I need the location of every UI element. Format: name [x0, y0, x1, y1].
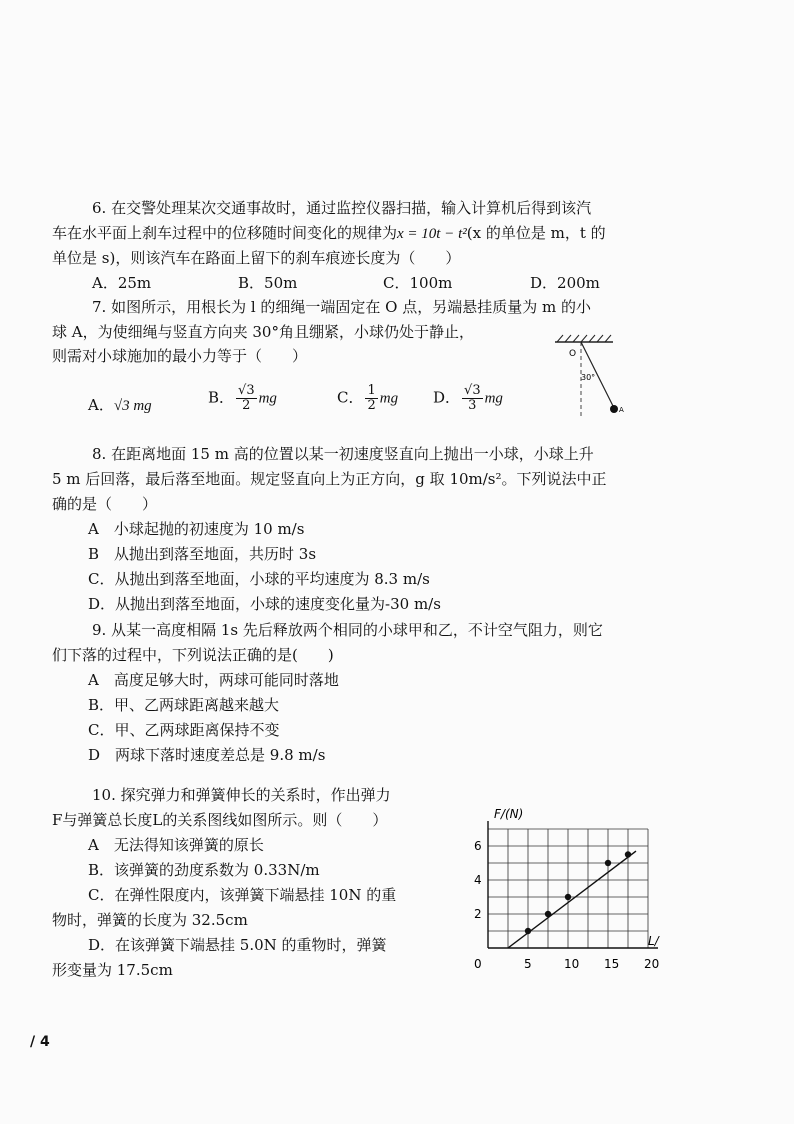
q7-option-b: B． $\frac{√3}{2}$ mg — [208, 383, 277, 413]
q10-option-a: A 无法得知该弹簧的原长 — [88, 836, 264, 854]
q8-line1: 8. 在距离地面 15 m 高的位置以某一初速度竖直向上抛出一小球，小球上升 — [92, 445, 594, 463]
angle-label: 30° — [581, 373, 596, 382]
chart-xlabel: L/ — [648, 934, 659, 948]
q10-option-d-line2: 形变量为 17.5cm — [52, 961, 173, 979]
q6-line2 — [52, 222, 606, 245]
q7-option-b-denominator: 2 — [242, 398, 251, 413]
q9-option-b: B．甲、乙两球距离越来越大 — [88, 696, 280, 714]
q7-option-c: C． $\frac{1}{2}$ mg — [337, 383, 399, 413]
chart-axes — [488, 821, 658, 948]
x-tick-label: 5 — [524, 957, 532, 971]
q7-line1: 7. 如图所示，用根长为 l 的细绳一端固定在 O 点，另端悬挂质量为 m 的小 — [92, 298, 592, 316]
q6-option-c: C．100m — [383, 274, 453, 292]
q10-option-b: B．该弹簧的劲度系数为 0.33N/m — [88, 861, 320, 879]
q8-option-c: C．从抛出到落至地面，小球的平均速度为 8.3 m/s — [88, 570, 430, 588]
y-tick-label: 6 — [474, 839, 482, 853]
q10-option-d-line1: D．在该弹簧下端悬挂 5.0N 的重物时，弹簧 — [88, 936, 387, 954]
q6-option-d: D．200m — [530, 274, 600, 292]
q9-option-a: A 高度足够大时，两球可能同时落地 — [88, 671, 339, 689]
q8-option-d: D．从抛出到落至地面，小球的速度变化量为-30 m/s — [88, 595, 441, 613]
q10-option-c-line1: C．在弹性限度内，该弹簧下端悬挂 10N 的重 — [88, 886, 397, 904]
q7-option-a: A．√3 mg — [88, 396, 152, 414]
ball-a — [610, 405, 618, 413]
spring-force-chart — [470, 800, 670, 980]
ball-a-label: A — [619, 406, 624, 414]
q8-option-b: B 从抛出到落至地面，共历时 3s — [88, 545, 317, 563]
q7-option-d-denominator: 3 — [468, 398, 477, 413]
q7-line2: 球 A，为使细绳与竖直方向夹 30°角且绷紧，小球仍处于静止， — [52, 323, 474, 341]
q7-line3: 则需对小球施加的最小力等于（ ） — [52, 347, 308, 365]
q6-line2-text: 车在水平面上刹车过程中的位移随时间变化的规律为 — [52, 224, 398, 242]
q8-line2: 5 m 后回落，最后落至地面。规定竖直向上为正方向，g 取 10m/s²。下列说法中正 — [52, 470, 607, 488]
pendulum-diagram — [545, 330, 635, 420]
q7-option-a-value: √3 mg — [113, 398, 152, 414]
x-tick-label: 20 — [644, 957, 660, 971]
q6-line3: 单位是 s)，则该汽车在路面上留下的刹车痕迹长度为（ ） — [52, 249, 461, 267]
y-tick-label: 4 — [474, 873, 482, 887]
x-tick-label: 10 — [564, 957, 580, 971]
ceiling-hatching — [557, 335, 611, 342]
chart-points — [525, 851, 631, 934]
data-point — [545, 911, 551, 917]
q6-formula: x = 10t − t² — [397, 226, 467, 242]
chart-ylabel: F/(N) — [494, 807, 524, 821]
q7-option-d: D． $\frac{√3}{3}$ mg — [433, 383, 503, 413]
chart-grid — [488, 829, 648, 948]
q9-option-c: C．甲、乙两球距离保持不变 — [88, 721, 280, 739]
q7-option-c-numerator: 1 — [367, 383, 376, 398]
q7-option-c-denominator: 2 — [367, 398, 376, 413]
q8-line3: 确的是（ ） — [52, 495, 158, 513]
data-point — [625, 851, 631, 857]
data-point — [605, 860, 611, 866]
point-o-label: O — [569, 349, 577, 359]
q9-option-d: D 两球下落时速度差总是 9.8 m/s — [88, 746, 326, 764]
q9-line2: 们下落的过程中，下列说法正确的是( ) — [52, 646, 334, 664]
q10-line2: F与弹簧总长度L的关系图线如图所示。则（ ） — [52, 811, 388, 829]
q6-option-b: B．50m — [238, 274, 298, 292]
q8-option-a: A 小球起抛的初速度为 10 m/s — [88, 520, 305, 538]
q7-option-d-numerator: √3 — [464, 383, 481, 398]
q9-line1: 9. 从某一高度相隔 1s 先后释放两个相同的小球甲和乙，不计空气阻力，则它 — [92, 621, 603, 639]
data-point — [525, 928, 531, 934]
x-tick-label: 15 — [604, 957, 620, 971]
chart-tick-labels — [474, 839, 659, 971]
q7-option-b-numerator: √3 — [238, 383, 255, 398]
y-tick-label: 2 — [474, 907, 482, 921]
q10-line1: 10. 探究弹力和弹簧伸长的关系时，作出弹力 — [92, 786, 391, 804]
q6-option-a: A．25m — [92, 274, 152, 292]
page-number: / 4 — [30, 1034, 50, 1050]
q6-line2-unit: (x 的单位是 m，t 的 — [466, 224, 606, 242]
data-point — [565, 894, 571, 900]
q10-option-c-line2: 物时，弹簧的长度为 32.5cm — [52, 911, 248, 929]
x-tick-label: 0 — [474, 957, 482, 971]
q6-line1: 6. 在交警处理某次交通事故时，通过监控仪器扫描，输入计算机后得到该汽 — [92, 199, 592, 217]
